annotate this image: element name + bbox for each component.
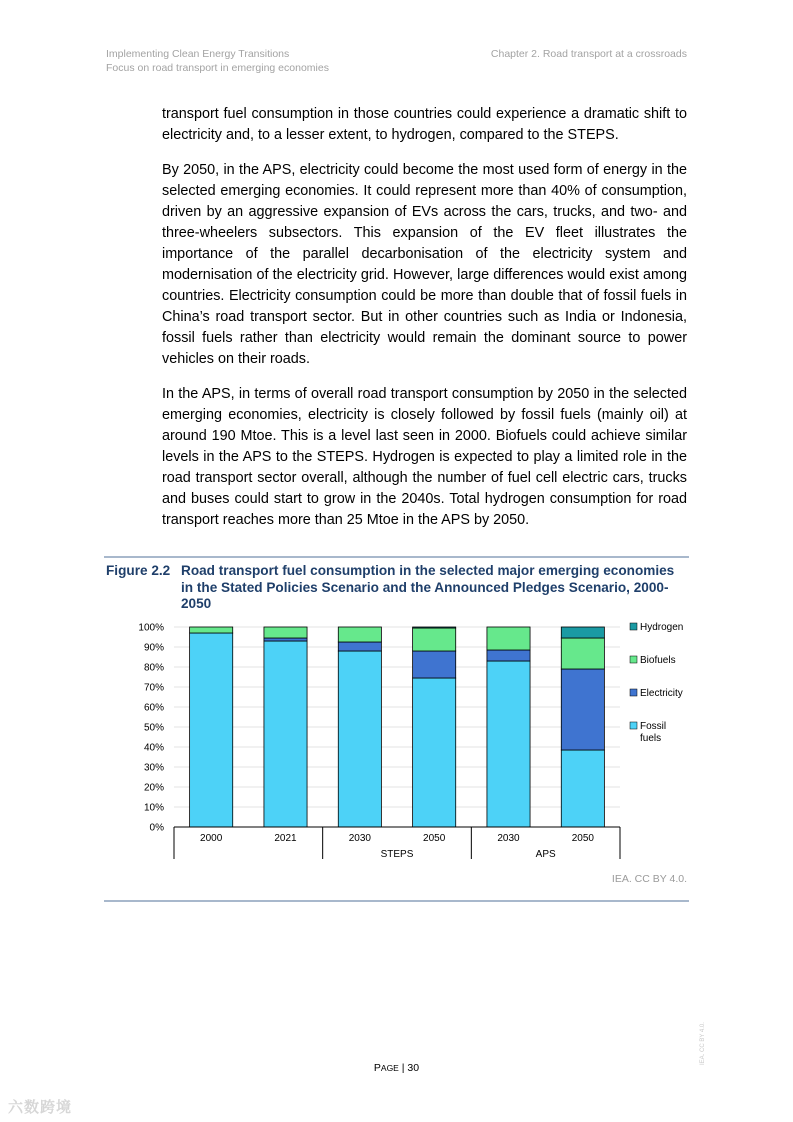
x-tick-label: 2000 [200,833,223,844]
y-tick-label: 10% [143,802,164,814]
legend-swatch [630,722,637,729]
side-license-note: IEA. CC BY 4.0. [700,1022,706,1065]
figure-top-rule [104,556,689,558]
y-tick-label: 70% [143,682,164,694]
figure-bottom-rule [104,900,689,902]
legend-swatch [630,689,637,696]
bar-segment [264,641,307,827]
bar-segment [487,661,530,827]
bar-segment [264,638,307,641]
legend-label: Biofuels [640,655,676,666]
y-tick-label: 30% [143,762,164,774]
bar-segment [561,750,604,827]
page-label-initial: P [373,1062,381,1074]
legend-label: Hydrogen [640,622,684,633]
paragraph-2: By 2050, in the APS, electricity could become the most used form of energy in the selected emerging economies. It could represent more than 40% of consumption, driven by an aggressive expansion of EVs across the cars, trucks, and two- and three-wheelers subsectors. This expansion of the EV fleet illustrates the importance of the parallel decarbonisation of the electricity system and modernisation of the electricity grid. However, large differences would exist among countries. Electricity consumption could be more than double that of fossil fuels in China’s road transport sector. But in other countries such as India or Indonesia, fossil fuels rather than electricity would remain the dominant source to power vehicles on their roads. [162,162,687,367]
y-tick-label: 0% [149,822,164,834]
bar-segment [190,627,233,633]
bar-segment [413,678,456,827]
header-report-title: Implementing Clean Energy Transitions [106,48,290,60]
bar-segment [338,642,381,651]
bar-segment [190,633,233,827]
bar-segment [413,651,456,678]
y-tick-label: 40% [143,742,164,754]
x-tick-label: 2030 [348,833,371,844]
bar-segment [413,627,456,628]
figure-title: Road transport fuel consumption in the selected major emerging economies in the Stated Policies Scenario and the Announced Pledges Scenario, 2000-2050 [181,563,675,611]
y-tick-label: 80% [143,662,164,674]
y-tick-label: 20% [143,782,164,794]
y-tick-label: 100% [138,622,164,634]
legend-label: Electricity [640,688,683,699]
bar-segment [561,638,604,669]
page-footer [0,1062,793,1074]
x-tick-label: 2050 [571,833,594,844]
legend-swatch [630,656,637,663]
page-label-rest: AGE [380,1063,399,1073]
bar-segment [487,627,530,650]
bar-segment [264,627,307,638]
stacked-bar-chart [120,618,700,863]
bar-segment [561,669,604,750]
page-number: | 30 [401,1062,420,1074]
y-tick-label: 60% [143,702,164,714]
group-label: STEPS [380,849,414,860]
x-tick-label: 2021 [274,833,297,844]
bar-segment [338,627,381,642]
header-chapter: Chapter 2. Road transport at a crossroads [490,48,687,60]
legend-label: Fossil [640,721,667,732]
y-tick-label: 50% [143,722,164,734]
figure-source: IEA. CC BY 4.0. [611,873,687,885]
body-text [162,104,687,545]
bar-segment [487,650,530,661]
header-report-subtitle: Focus on road transport in emerging economies [106,62,329,74]
paragraph-1: transport fuel consumption in those countries could experience a dramatic shift to electricity and, to a lesser extent, to hydrogen, compared to the STEPS. [162,106,687,143]
watermark-logo: 六数跨境 [8,1099,73,1116]
figure-label: Figure 2.2 [106,563,171,578]
group-label: APS [535,849,556,860]
x-tick-label: 2050 [423,833,446,844]
x-tick-label: 2030 [497,833,520,844]
legend-swatch [630,623,637,630]
header-left [106,47,329,75]
paragraph-3: In the APS, in terms of overall road transport consumption by 2050 in the selected emerging economies, electricity is closely followed by fossil fuels (mainly oil) at around 190 Mtoe. This is a level last seen in 2000. Biofuels could achieve similar levels in the APS to the STEPS. Hydrogen is expected to play a limited role in the road transport sector overall, although the number of fuel cell electric cars, trucks and buses could start to grow in the 2040s. Total hydrogen consumption for road transport reaches more than 25 Mtoe in the APS by 2050. [162,386,687,528]
bar-segment [338,651,381,827]
legend-label: fuels [640,733,662,744]
bar-segment [413,628,456,651]
bar-segment [561,627,604,638]
y-tick-label: 90% [143,642,164,654]
